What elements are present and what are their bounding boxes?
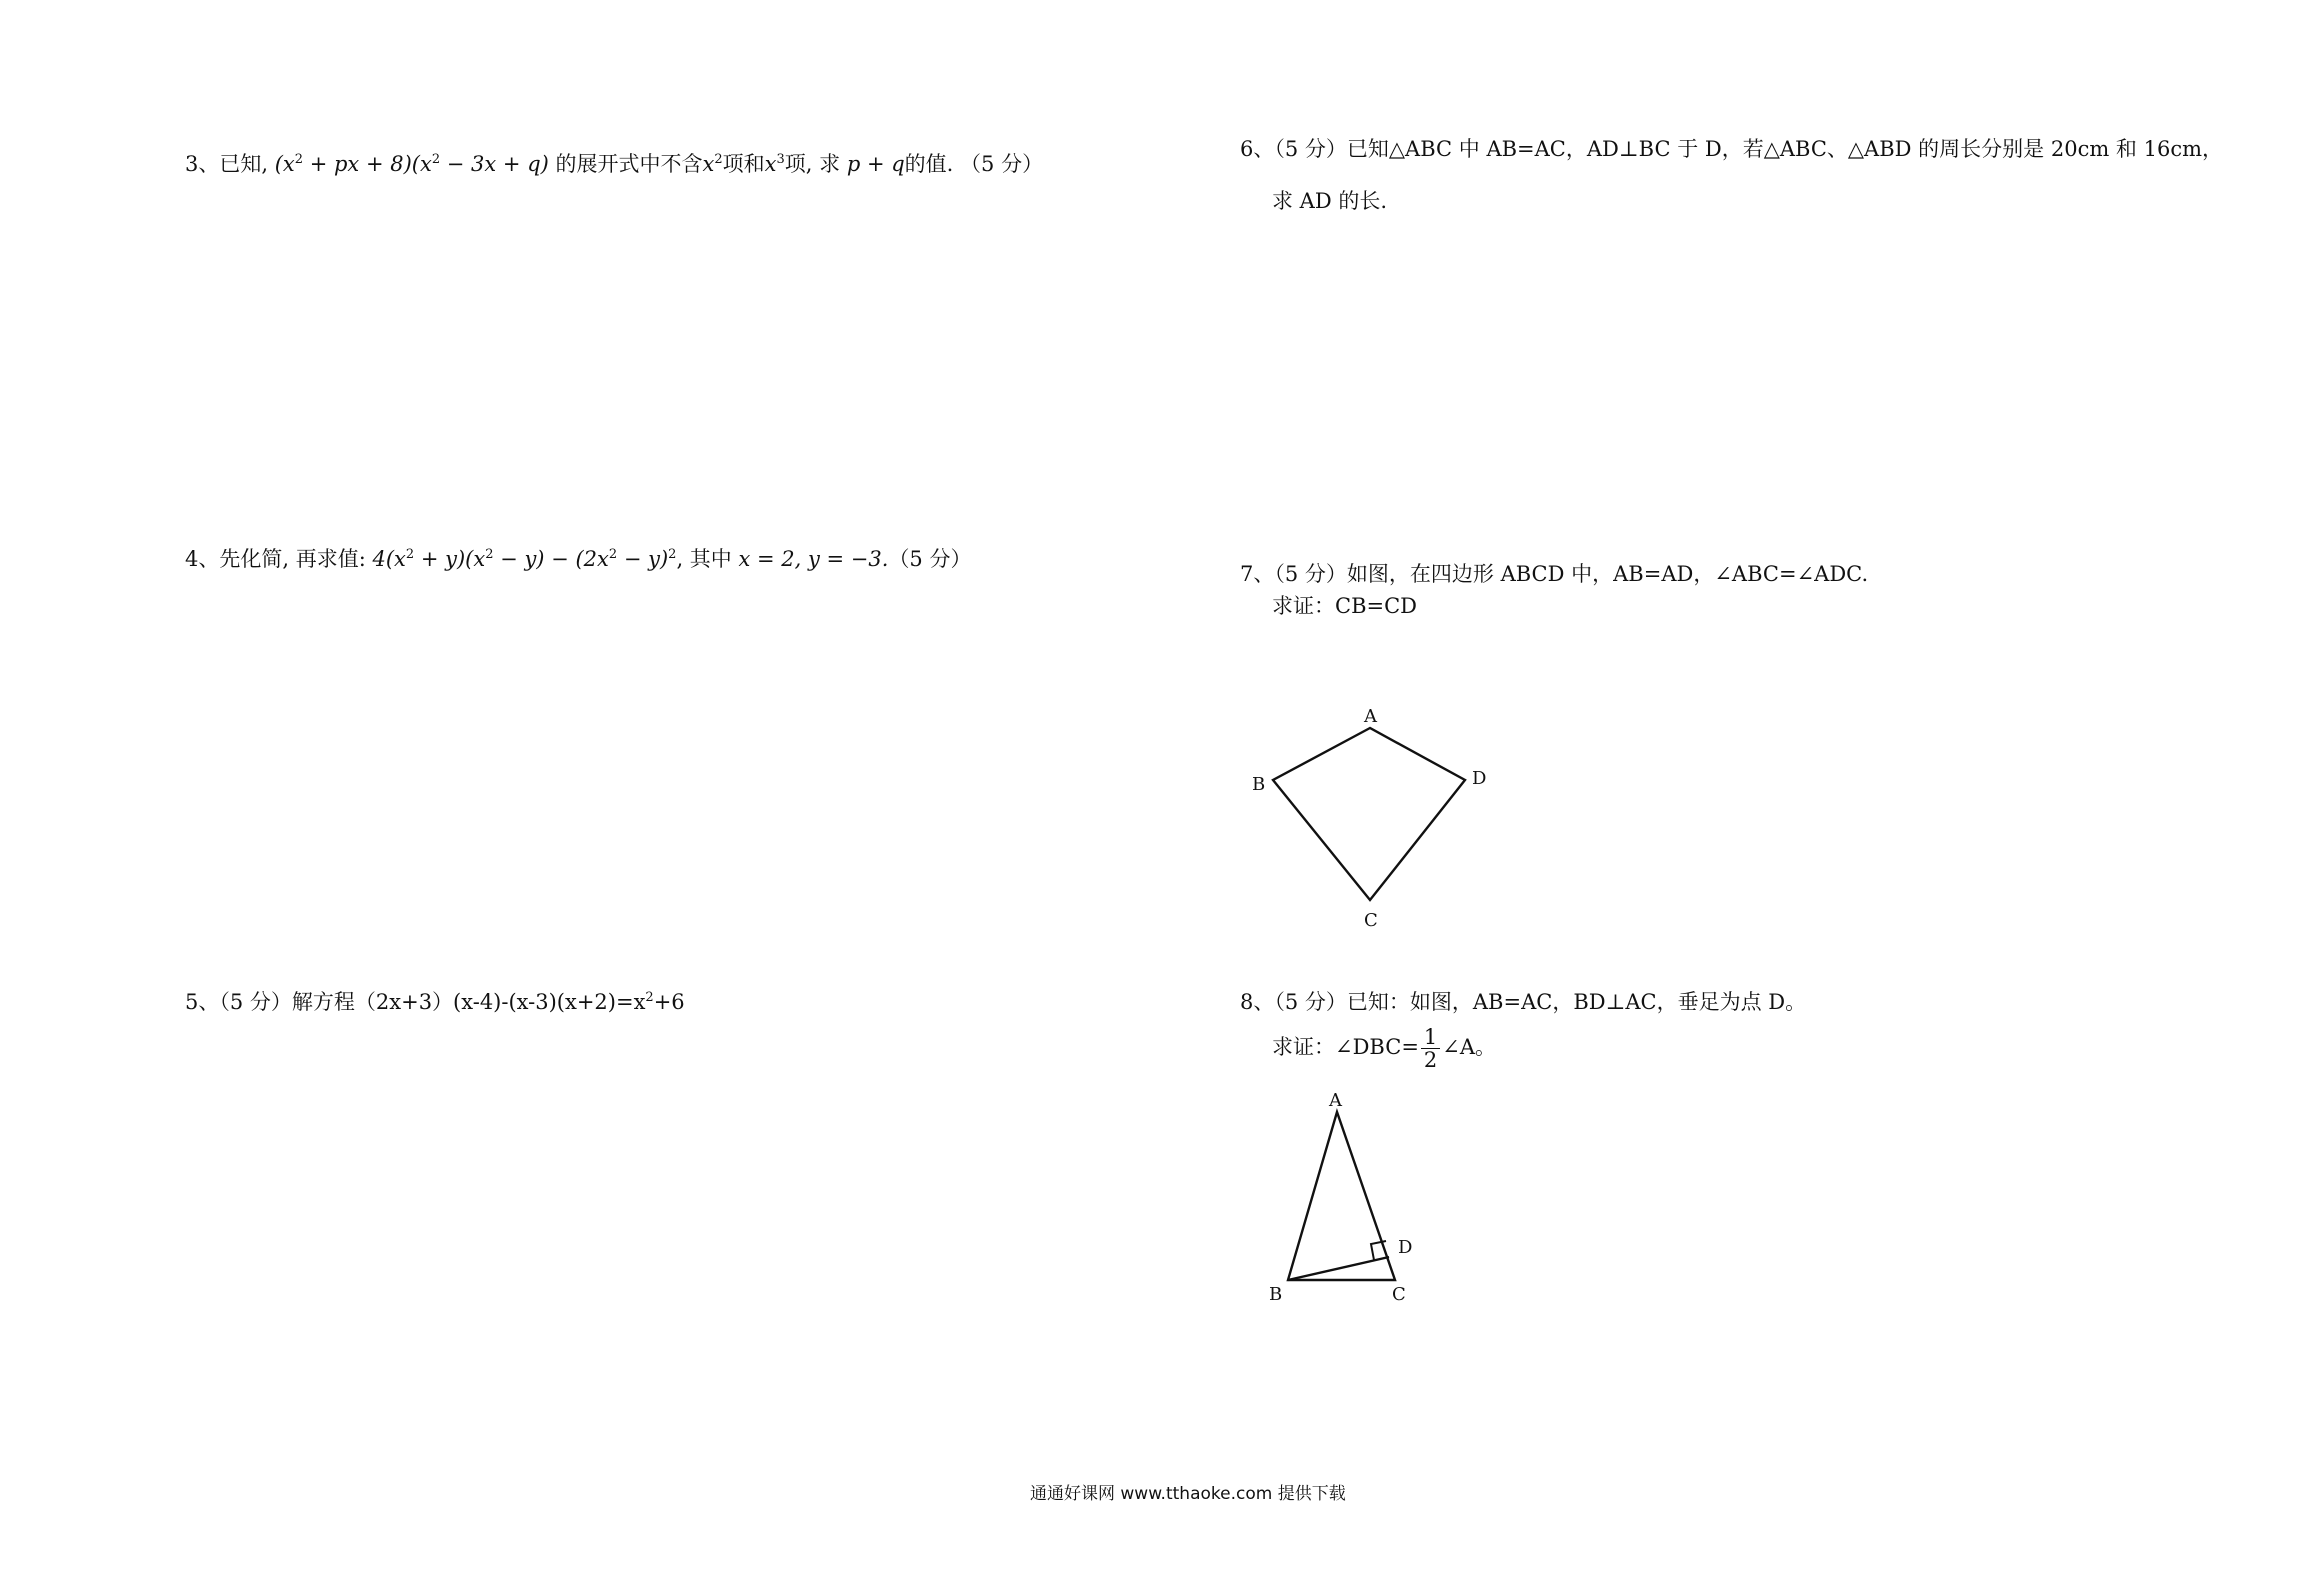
q8-label-d: D	[1398, 1237, 1413, 1258]
fraction-one-half: $\frac{1}{2}$	[1421, 1026, 1440, 1071]
q7-label-c: C	[1364, 910, 1378, 931]
question-8	[1240, 988, 1806, 1071]
q3-expr-c: − 3x + q)	[440, 152, 549, 176]
q8-label-a: A	[1329, 1090, 1342, 1111]
q3-mid1: 的展开式中不含	[555, 152, 703, 176]
q4-score: （5 分）	[888, 547, 972, 571]
quadrilateral-abcd	[1273, 728, 1465, 900]
question-3: 3、已知, ($x^2$ + px + $8)(x^2 - 3x + q)$ 的展开式中不含$x^2$项和$x^3$项, 求 p + q的值. （5 分）	[185, 152, 1044, 176]
q8-triangle-figure	[1255, 1090, 1455, 1310]
question-6	[1240, 135, 2223, 215]
q3-expr-b: + px + 8)(x	[303, 152, 432, 176]
q8-label-b: B	[1269, 1284, 1283, 1305]
q6-line1: 6、（5 分）已知△ABC 中 AB=AC，AD⊥BC 于 D，若△ABC、△ABD 的周长分别是 20cm 和 16cm，	[1240, 137, 2223, 161]
q3-expr-a: (x	[274, 152, 295, 176]
q8-label-c: C	[1392, 1284, 1406, 1305]
q4-condition: x = 2, y = −3.	[738, 547, 889, 571]
q3-prefix: 3、已知,	[185, 152, 275, 176]
q5-text: 5、（5 分）解方程（2x+3）(x-4)-(x-3)(x+2)=x	[185, 990, 646, 1014]
q7-line2: 求证：CB=CD	[1272, 594, 1418, 618]
q7-quadrilateral-figure	[1240, 700, 1500, 940]
q7-label-b: B	[1252, 774, 1266, 795]
q4-prefix: 4、先化简, 再求值:	[185, 547, 366, 571]
footer-source: 通通好课网 www.tthaoke.com 提供下载	[1030, 1484, 1346, 1504]
triangle-abc	[1288, 1112, 1395, 1280]
q8-line2: 求证：∠DBC= $\frac{1}{2}$ ∠A。	[1272, 1025, 1497, 1072]
question-5: 5、（5 分）解方程$(2x+3)(x-4)-(x-3)(x+2)=x^2+6$	[185, 990, 685, 1014]
q8-line1: 8、（5 分）已知：如图，AB=AC，BD⊥AC，垂足为点 D。	[1240, 990, 1807, 1014]
q7-label-a: A	[1364, 706, 1377, 727]
q6-line2: 求 AD 的长.	[1272, 189, 1388, 213]
question-4: 4、先化简, 再求值: $4(x^2 + y)(x^2 - y) - (2x^2 - y)^2$, 其中 x = 2, y = −3.（5 分）	[185, 547, 972, 571]
q3-pq: p + q	[846, 152, 905, 176]
segment-bd	[1288, 1257, 1389, 1280]
q7-line1: 7、（5 分）如图，在四边形 ABCD 中，AB=AD，∠ABC=∠ADC.	[1240, 562, 1869, 586]
question-7	[1240, 560, 1868, 620]
q3-score: （5 分）	[960, 152, 1044, 176]
q7-label-d: D	[1472, 768, 1487, 789]
